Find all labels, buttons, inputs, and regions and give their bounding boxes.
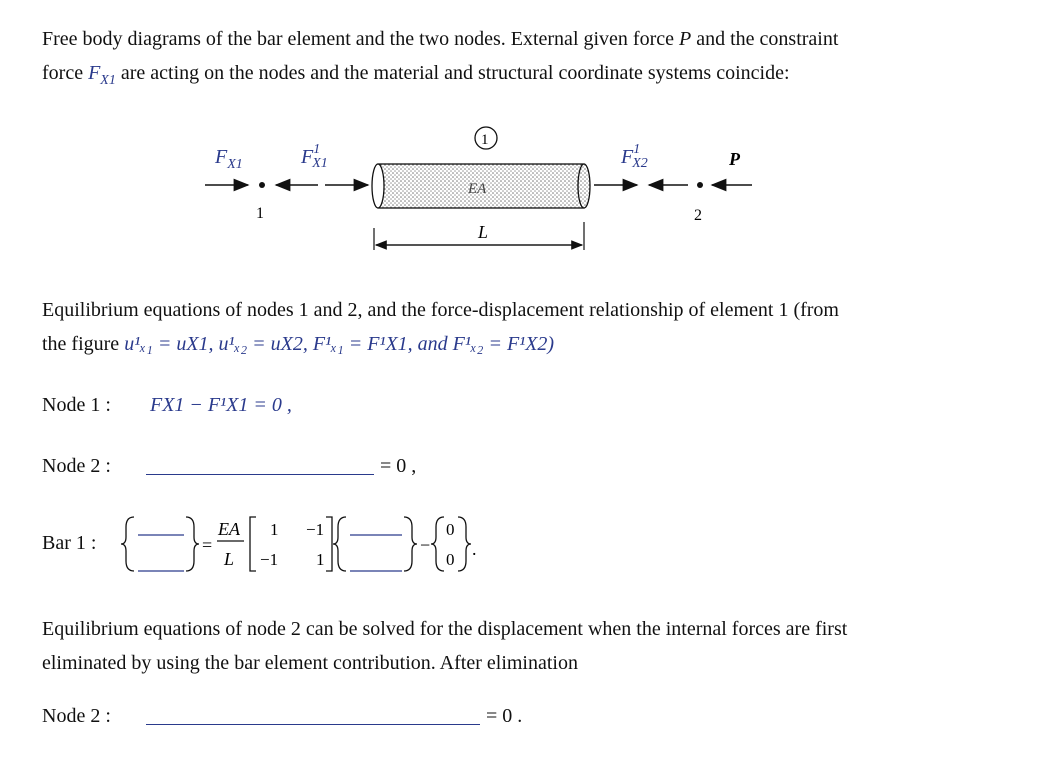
bar-EA-label: EA: [468, 181, 487, 197]
intro-text: are acting on the nodes and the material and structural coordinate systems coincide:: [115, 62, 790, 84]
node-2-label: 2: [694, 207, 702, 224]
matrix-m21: −1: [260, 550, 279, 569]
node-2-final-rhs: = 0 .: [486, 705, 523, 727]
period: .: [472, 539, 477, 559]
bar-1-equation-label: Bar 1 :: [42, 532, 97, 554]
intro-text: Free body diagrams of the bar element and the two nodes. External given force: [42, 28, 680, 50]
node-1-equation-label: Node 1 :: [42, 394, 111, 416]
compatibility-relations: u¹ₓ₁ = uX1, u¹ₓ₂ = uX2, F¹ₓ₁ = F¹X1, and F¹ₓ₂ = F¹X2): [124, 333, 555, 355]
fraction-L: L: [224, 549, 235, 569]
right-vector-close-brace: [404, 517, 417, 571]
matrix-m11: 1: [270, 520, 279, 539]
zero-vector-open-brace: [431, 517, 444, 571]
matrix-m22: 1: [316, 550, 325, 569]
solve-line-1: Equilibrium equations of node 2 can be solved for the displacement when the internal forces are first: [42, 618, 848, 640]
length-label: L: [478, 222, 489, 242]
label-FX1: $F_{X1}$: [215, 146, 243, 172]
label-F1X1: $F^1$ X1: [301, 142, 328, 171]
node-2-blank[interactable]: [146, 474, 374, 475]
equilibrium-line-2: [42, 327, 1002, 361]
force-FX1-subscript: X1: [100, 73, 116, 88]
equilibrium-text: the figure: [42, 333, 125, 355]
left-vector-open-brace: [121, 517, 134, 571]
label-P: P: [729, 149, 740, 169]
left-vector-close-brace: [186, 517, 199, 571]
matrix-right-bracket: [326, 517, 332, 571]
node-1-label: 1: [256, 205, 264, 222]
free-body-diagram: [0, 0, 1038, 265]
equals-sign: =: [202, 535, 213, 555]
bar-1-equation: [120, 507, 550, 587]
equilibrium-line-1: Equilibrium equations of nodes 1 and 2, and the force-displacement relationship of element 1 (from: [42, 299, 839, 321]
zero-vector-1: 0: [446, 520, 455, 539]
force-FX1-symbol: F: [88, 62, 101, 84]
solve-line-2: eliminated by using the bar element contribution. After elimination: [42, 652, 578, 674]
right-vector-open-brace: [333, 517, 346, 571]
node-1-point: [259, 182, 265, 188]
bar-left-end: [372, 164, 384, 208]
node-1-equation: FX1 − F¹X1 = 0 ,: [150, 394, 292, 416]
node-2-rhs: = 0 ,: [380, 455, 417, 477]
minus-sign: −: [420, 535, 431, 555]
node-2-point: [697, 182, 703, 188]
zero-vector-2: 0: [446, 550, 455, 569]
node-2-final-label: Node 2 :: [42, 705, 111, 727]
node-2-final-blank[interactable]: [146, 724, 480, 725]
node-2-equation-label: Node 2 :: [42, 455, 111, 477]
matrix-left-bracket: [250, 517, 256, 571]
bar-right-end: [578, 164, 590, 208]
label-F1X2: $F^1$ X2: [621, 142, 648, 171]
fraction-EA: EA: [218, 519, 240, 539]
matrix-m12: −1: [306, 520, 325, 539]
equilibrium-paragraph: [42, 293, 1002, 361]
intro-text: and the constraint: [691, 28, 839, 50]
zero-vector-close-brace: [458, 517, 471, 571]
element-number: 1: [481, 132, 489, 148]
intro-text: force: [42, 62, 89, 84]
force-P-symbol: P: [679, 28, 692, 50]
solve-paragraph: [42, 612, 1002, 680]
